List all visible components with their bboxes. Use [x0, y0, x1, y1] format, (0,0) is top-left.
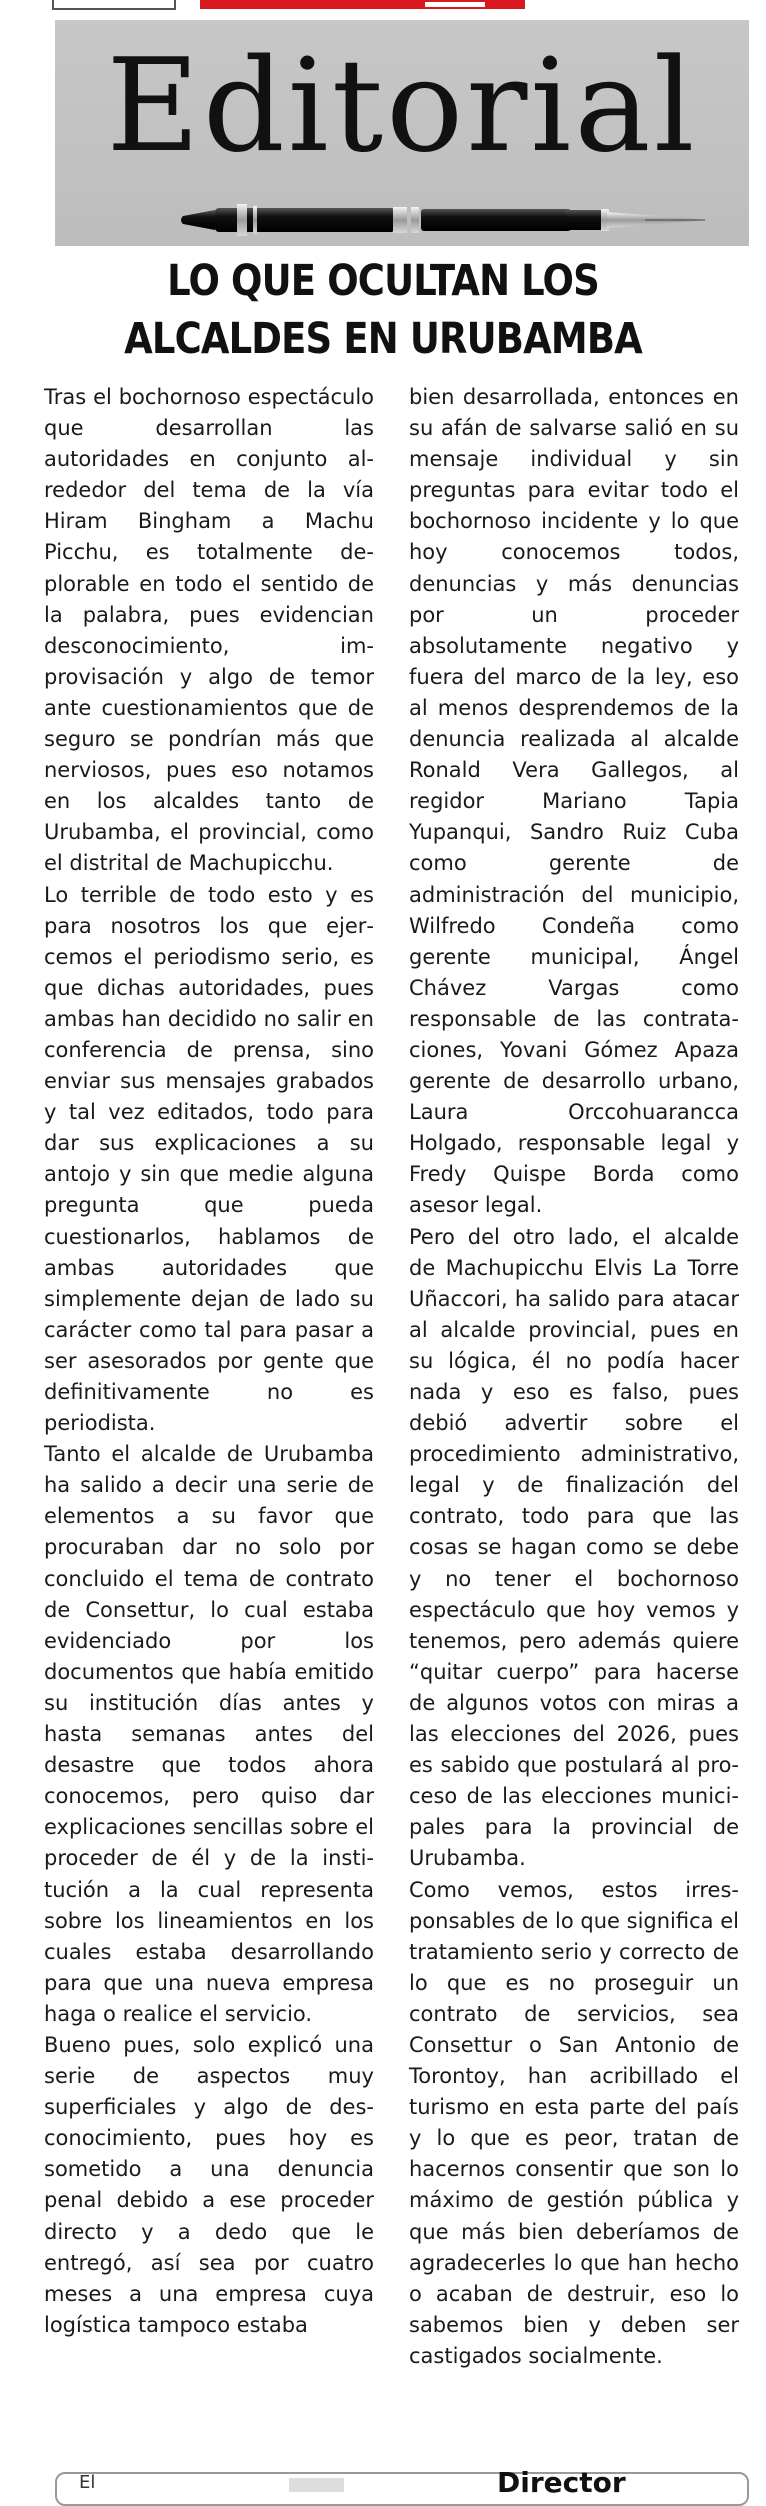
paragraph: Bueno pues, solo explicó una serie de aspectos muy superficiales y algo de desconocimiento, pues hoy es sometido a una denuncia penal debido a ese proceder directo y a dedo que le entregó, así sea por cuatro meses a una empresa cuya logística tampoco estaba	[44, 2032, 374, 2337]
paragraph: Tras el bochornoso espectáculo que desarrollan las autoridades en conjunto alrededor del tema de la vía Hiram Bingham a Machu Picchu, es totalmente deplorable en todo el sentido de la palabra, pues evidencian desconocimiento, improvisación y algo de temor ante cuestionamientos que de seguro se pondrían más que nerviosos, pues eso notamos en los alcaldes tanto de Urubamba, el provincial, como el distrital de Machupicchu.	[44, 385, 374, 876]
fountain-pen-icon	[175, 190, 766, 250]
article-headline: LO QUE OCULTAN LOS ALCALDES EN URUBAMBA	[124, 256, 642, 364]
article-right-column	[409, 382, 739, 2372]
top-edge-strip	[0, 0, 766, 14]
article-left-column	[44, 382, 374, 2341]
paragraph: bien desarrollada, entonces en su afán de salvarse salió en su mensaje individual y sin preguntas para evitar todo el bochornoso incidente y lo que hoy conocemos todos, denuncias y más denuncias por un proceder absolutamente negativo y fuera del marco de la ley, eso al menos desprendemos de la denuncia realizada al alcalde Ronald Vera Gallegos, al regidor Mariano Tapia Yupanqui, Sandro Ruiz Cuba como gerente de administración del municipio, Wilfredo Condeña como gerente municipal, Ángel Chávez Vargas como responsable de las contrataciones, Yovani Gómez Apaza gerente de desarrollo urbano, Laura Orccohuarancca Holgado, responsable legal y Fredy Quispe Borda como asesor legal.	[409, 385, 739, 1218]
paragraph: Lo terrible de todo esto y es para nosotros los que ejercemos el periodismo serio, es que dichas autoridades, pues ambas han decidido no salir en conferencia de prensa, sino enviar sus mensajes grabados y tal vez editados, todo para dar sus explicaciones a su antojo y sin que medie alguna pregunta que pueda cuestionarlos, hablamos de ambas autoridades que simplemente dejan de lado su carácter como tal para pasar a ser asesorados por gente que definitivamente no es periodista.	[44, 882, 374, 1436]
footer-director-label: Director	[497, 2466, 626, 2499]
paragraph: Como vemos, estos irresponsables de lo que significa el tratamiento serio y correcto de lo que es no proseguir un contrato de servicios, sea Consettur o San Antonio de Torontoy, han acribillado el turismo en esta parte del país y lo que es peor, tratan de hacernos consentir que son lo máximo de gestión pública y que más bien deberíamos de agradecerles lo que han hecho o acaban de destruir, eso lo sabemos bien y deben ser castigados socialmente.	[409, 1877, 739, 2368]
footer-box-fragment	[55, 2466, 749, 2506]
banner-title: Editorial	[106, 32, 698, 181]
header-box-fragment	[52, 0, 176, 10]
red-header-bar-fragment	[200, 0, 525, 9]
paragraph: Tanto el alcalde de Urubamba ha salido a decir una serie de elementos a su favor que procuraban dar no solo por concluido el tema de contrato de Consettur, lo cual estaba evidenciado por los documentos que había emitido su institución días antes y hasta semanas antes del desastre que todos ahora conocemos, pero quiso dar explicaciones sencillas sobre el proceder de él y de la institución a la cual representa sobre los lineamientos en los cuales estaba desarrollando para que una nueva empresa haga o realice el servicio.	[44, 1442, 374, 2026]
editorial-banner	[55, 20, 749, 246]
paragraph: Pero del otro lado, el alcalde de Machupicchu Elvis La Torre Uñaccori, ha salido para atacar al alcalde provincial, pues en su lógica, él no podía hacer nada y eso es falso, pues debió advertir sobre el procedimiento administrativo, legal y de finalización del contrato, todo para que las cosas se hagan como se debe y no tener el bochornoso espectáculo que hoy vemos y tenemos, pero además quiere “quitar cuerpo” para hacerse de algunos votos con miras a las elecciones del 2026, pues es sabido que postulará al proceso de las elecciones municipales para la provincial de Urubamba.	[409, 1224, 739, 1871]
footer-left-text: El	[79, 2472, 96, 2493]
